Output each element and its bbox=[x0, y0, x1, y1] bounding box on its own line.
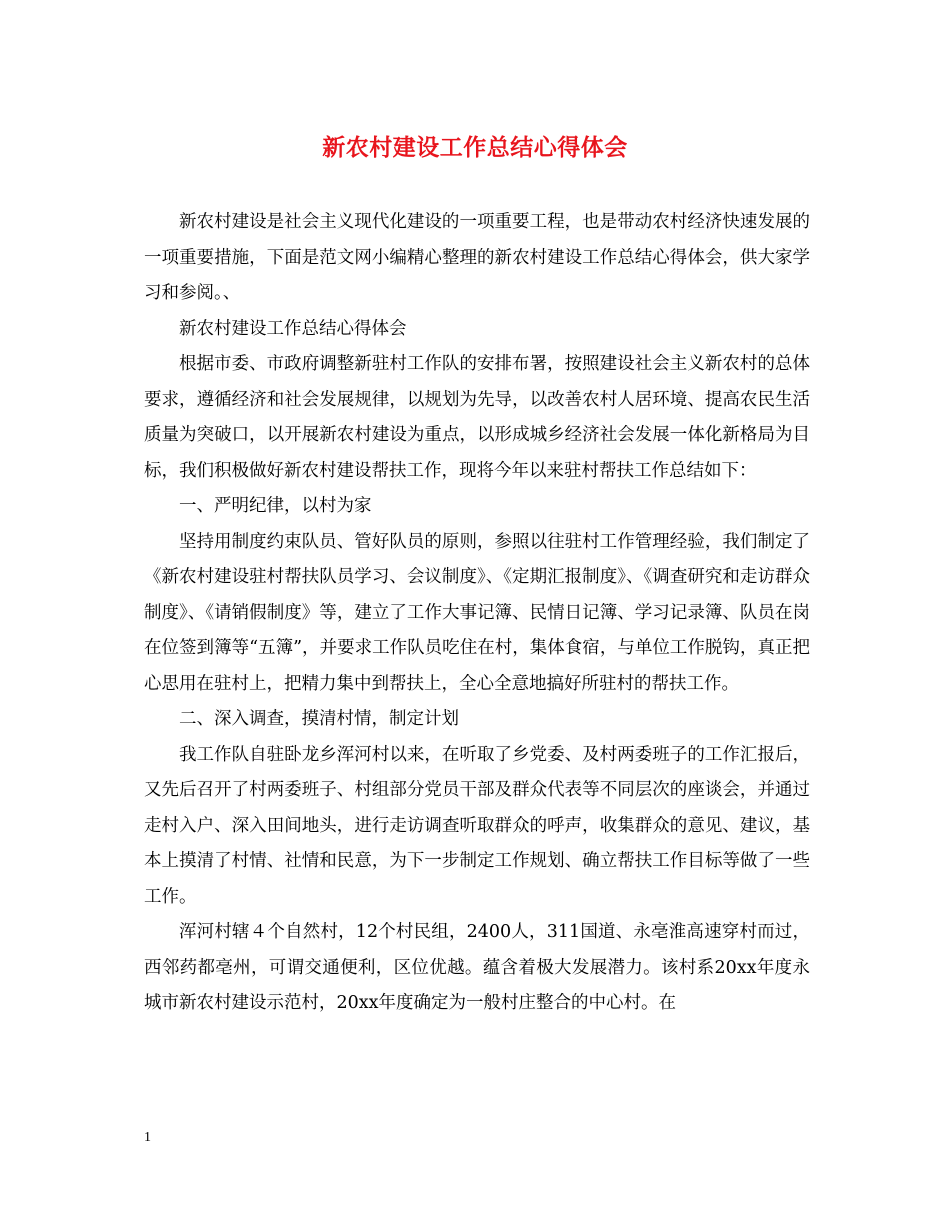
body-paragraph: 根据市委、市政府调整新驻村工作队的安排布署，按照建设社会主义新农村的总体要求，遵循经济和社会发展规律，以规划为先导，以改善农村人居环境、提高农民生活质量为突破口，以开展新农村建设为重点，以形成城乡经济社会发展一体化新格局为目标，我们积极做好新农村建设帮扶工作，现将今年以来驻村帮扶工作总结如下： bbox=[144, 354, 810, 481]
body-paragraph: 我工作队自驻卧龙乡浑河村以来，在听取了乡党委、及村两委班子的工作汇报后，又先后召开了村两委班子、村组部分党员干部及群众代表等不同层次的座谈会，并通过走村入户、深入田间地头，进行走访调查听取群众的呼声，收集群众的意见、建议，基本上摸清了村情、社情和民意，为下一步制定工作规划、确立帮扶工作目标等做了一些工作。 bbox=[144, 744, 810, 907]
subtitle-paragraph: 新农村建设工作总结心得体会 bbox=[179, 318, 407, 339]
page-number: 1 bbox=[144, 1130, 151, 1145]
section-heading: 一、严明纪律，以村为家 bbox=[179, 496, 372, 516]
body-paragraph: 浑河村辖４个自然村，12个村民组，2400人，311国道、永亳淮高速穿村而过，西邻药都亳州，可谓交通便利，区位优越。蕴含着极大发展潜力。该村系20xx年度永城市新农村建设示范村，20xx年度确定为一般村庄整合的中心村。在 bbox=[144, 922, 810, 1013]
body-paragraph: 坚持用制度约束队员、管好队员的原则，参照以往驻村工作管理经验，我们制定了《新农村建设驻村帮扶队员学习、会议制度》、《定期汇报制度》、《调查研究和走访群众制度》、《请销假制度》等，建立了工作大事记簿、民情日记簿、学习记录簿、队员在岗在位签到簿等“五簿”，并要求工作队员吃住在村，集体食宿，与单位工作脱钩，真正把心思用在驻村上，把精力集中到帮扶上，全心全意地搞好所驻村的帮扶工作。 bbox=[144, 531, 810, 694]
intro-paragraph: 新农村建设是社会主义现代化建设的一项重要工程，也是带动农村经济快速发展的一项重要措施，下面是范文网小编精心整理的新农村建设工作总结心得体会，供大家学习和参阅。、 bbox=[144, 212, 810, 303]
document-title: 新农村建设工作总结心得体会 bbox=[322, 134, 628, 161]
document-body bbox=[144, 205, 810, 1022]
section-heading: 二、深入调查，摸清村情，制定计划 bbox=[179, 709, 459, 729]
